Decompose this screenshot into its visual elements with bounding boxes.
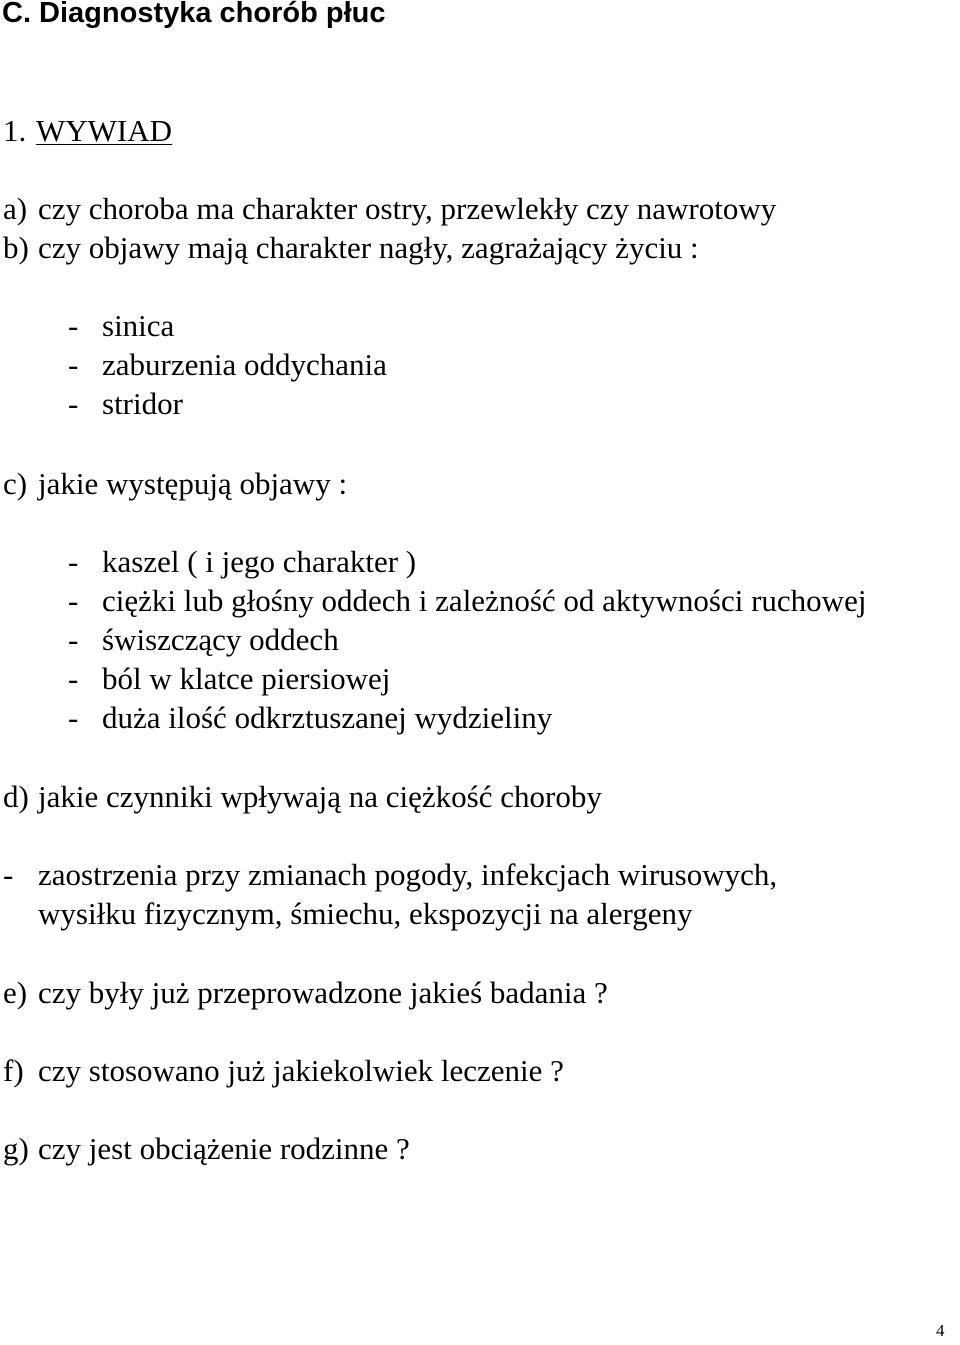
bullet-dash: - bbox=[68, 347, 79, 382]
list-item bbox=[68, 308, 174, 344]
list-item-text: ból w klatce piersiowej bbox=[102, 661, 391, 696]
question-d-detail-line-2: wysiłku fizycznym, śmiechu, ekspozycji na alergeny bbox=[38, 896, 693, 931]
question-e bbox=[3, 975, 608, 1011]
question-a-text: czy choroba ma charakter ostry, przewlekły czy nawrotowy bbox=[38, 191, 777, 226]
question-d-detail bbox=[3, 857, 777, 893]
section-title bbox=[3, 113, 172, 149]
bullet-dash: - bbox=[68, 622, 79, 657]
question-c-text: jakie występują objawy : bbox=[38, 466, 348, 501]
question-f bbox=[3, 1053, 564, 1089]
list-item-text: świszczący oddech bbox=[102, 622, 339, 657]
question-g-text: czy jest obciążenie rodzinne ? bbox=[38, 1131, 410, 1166]
list-item bbox=[68, 544, 416, 580]
question-e-text: czy były już przeprowadzone jakieś badania ? bbox=[38, 975, 608, 1010]
list-item-text: duża ilość odkrztuszanej wydzieliny bbox=[102, 700, 553, 735]
question-f-label: f) bbox=[3, 1053, 24, 1088]
section-title-text: WYWIAD bbox=[36, 113, 173, 148]
question-d-detail-line-1: zaostrzenia przy zmianach pogody, infekcjach wirusowych, bbox=[38, 857, 778, 892]
document-heading: C. Diagnostyka chorób płuc bbox=[2, 0, 386, 29]
question-d-label: d) bbox=[3, 779, 29, 814]
list-item-text: ciężki lub głośny oddech i zależność od aktywności ruchowej bbox=[102, 583, 867, 618]
question-e-label: e) bbox=[3, 975, 28, 1010]
question-d-text: jakie czynniki wpływają na ciężkość choroby bbox=[38, 779, 602, 814]
bullet-dash: - bbox=[68, 544, 79, 579]
list-item-text: sinica bbox=[102, 308, 175, 343]
list-item bbox=[68, 347, 387, 383]
question-g-label: g) bbox=[3, 1131, 29, 1166]
bullet-dash: - bbox=[68, 308, 79, 343]
page-number: 4 bbox=[936, 1321, 945, 1340]
question-b-label: b) bbox=[3, 230, 29, 265]
section-number: 1. bbox=[3, 113, 27, 148]
list-item-text: stridor bbox=[102, 386, 183, 421]
list-item bbox=[68, 386, 183, 422]
bullet-dash: - bbox=[68, 386, 79, 421]
bullet-dash: - bbox=[3, 857, 14, 892]
question-d bbox=[3, 779, 602, 815]
question-f-text: czy stosowano już jakiekolwiek leczenie ? bbox=[38, 1053, 564, 1088]
question-a bbox=[3, 191, 776, 227]
list-item-text: kaszel ( i jego charakter ) bbox=[102, 544, 417, 579]
list-item bbox=[68, 661, 390, 697]
question-g bbox=[3, 1131, 410, 1167]
question-c bbox=[3, 466, 347, 502]
question-b bbox=[3, 230, 699, 266]
question-b-text: czy objawy mają charakter nagły, zagrażający życiu : bbox=[38, 230, 699, 265]
list-item-text: zaburzenia oddychania bbox=[102, 347, 387, 382]
bullet-dash: - bbox=[68, 661, 79, 696]
list-item bbox=[68, 700, 552, 736]
bullet-dash: - bbox=[68, 700, 79, 735]
bullet-dash: - bbox=[68, 583, 79, 618]
list-item bbox=[68, 583, 866, 619]
question-c-label: c) bbox=[3, 466, 28, 501]
question-a-label: a) bbox=[3, 191, 28, 226]
list-item bbox=[68, 622, 339, 658]
